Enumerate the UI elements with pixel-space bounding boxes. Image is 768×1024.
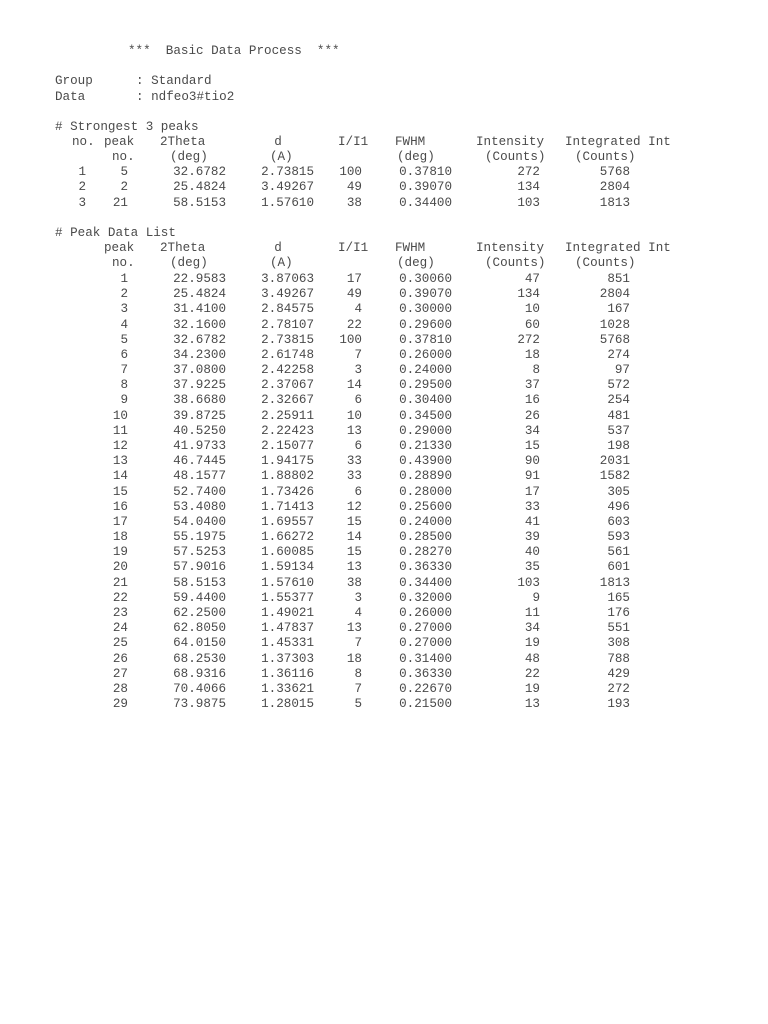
cell-integrated: 551: [607, 621, 630, 635]
cell-d: 1.94175: [261, 454, 314, 468]
cell-d: 3.49267: [261, 287, 314, 301]
cell-fwhm: 0.39070: [399, 180, 452, 194]
cell-2theta: 53.4080: [173, 500, 226, 514]
peak-row: [0, 439, 768, 454]
cell-fwhm: 0.34400: [399, 576, 452, 590]
cell-2theta: 38.6680: [173, 393, 226, 407]
cell-i-i1: 38: [346, 196, 362, 210]
cell-intensity: 37: [524, 378, 540, 392]
cell-fwhm: 0.28500: [399, 530, 452, 544]
col-header-fwhm: FWHM: [395, 241, 426, 255]
cell-no: 3: [78, 196, 86, 210]
cell-d: 2.37067: [261, 378, 314, 392]
group-label: Group: [55, 74, 93, 88]
cell-i-i1: 3: [354, 591, 362, 605]
cell-peak: 9: [120, 393, 128, 407]
cell-d: 2.22423: [261, 424, 314, 438]
cell-i-i1: 5: [354, 697, 362, 711]
cell-d: 2.73815: [261, 165, 314, 179]
cell-2theta: 37.9225: [173, 378, 226, 392]
cell-i-i1: 17: [346, 272, 362, 286]
cell-i-i1: 6: [354, 439, 362, 453]
cell-i-i1: 12: [346, 500, 362, 514]
peak-row: [0, 469, 768, 484]
cell-2theta: 58.5153: [173, 576, 226, 590]
cell-peak: 1: [120, 272, 128, 286]
cell-intensity: 60: [524, 318, 540, 332]
peak-row: [0, 287, 768, 302]
cell-intensity: 26: [524, 409, 540, 423]
cell-peak: 16: [112, 500, 128, 514]
cell-d: 2.84575: [261, 302, 314, 316]
cell-integrated: 165: [607, 591, 630, 605]
peak-row: [0, 697, 768, 712]
cell-2theta: 32.6782: [173, 165, 226, 179]
cell-2theta: 54.0400: [173, 515, 226, 529]
cell-peak: 8: [120, 378, 128, 392]
cell-intensity: 18: [524, 348, 540, 362]
cell-2theta: 37.0800: [173, 363, 226, 377]
cell-fwhm: 0.34500: [399, 409, 452, 423]
cell-intensity: 39: [524, 530, 540, 544]
data-line: [0, 90, 768, 105]
cell-i-i1: 8: [354, 667, 362, 681]
group-line: [0, 74, 768, 89]
cell-integrated: 176: [607, 606, 630, 620]
cell-2theta: 68.2530: [173, 652, 226, 666]
cell-2theta: 31.4100: [173, 302, 226, 316]
cell-i-i1: 14: [346, 378, 362, 392]
cell-integrated: 2031: [599, 454, 630, 468]
cell-intensity: 33: [524, 500, 540, 514]
peak-row: [0, 409, 768, 424]
cell-fwhm: 0.29000: [399, 424, 452, 438]
cell-2theta: 73.9875: [173, 697, 226, 711]
peak-list-heading: # Peak Data List: [55, 226, 176, 240]
cell-intensity: 134: [517, 180, 540, 194]
cell-intensity: 272: [517, 165, 540, 179]
cell-2theta: 32.6782: [173, 333, 226, 347]
cell-fwhm: 0.24000: [399, 363, 452, 377]
peak-row: [0, 545, 768, 560]
col-unit-integrated: (Counts): [575, 256, 636, 270]
cell-fwhm: 0.25600: [399, 500, 452, 514]
cell-peak: 11: [112, 424, 128, 438]
cell-i-i1: 33: [346, 469, 362, 483]
col-unit-fwhm: (deg): [397, 256, 435, 270]
cell-integrated: 788: [607, 652, 630, 666]
cell-intensity: 47: [524, 272, 540, 286]
cell-d: 1.69557: [261, 515, 314, 529]
cell-i-i1: 13: [346, 621, 362, 635]
col-unit-peak-no: no.: [112, 256, 135, 270]
col-unit-fwhm: (deg): [397, 150, 435, 164]
cell-peak: 27: [112, 667, 128, 681]
cell-fwhm: 0.30060: [399, 272, 452, 286]
data-value: : ndfeo3#tio2: [136, 90, 235, 104]
cell-2theta: 68.9316: [173, 667, 226, 681]
cell-fwhm: 0.27000: [399, 621, 452, 635]
cell-integrated: 561: [607, 545, 630, 559]
peak-row: [0, 652, 768, 667]
cell-fwhm: 0.24000: [399, 515, 452, 529]
cell-intensity: 40: [524, 545, 540, 559]
cell-2theta: 48.1577: [173, 469, 226, 483]
peak-row: [0, 500, 768, 515]
cell-2theta: 46.7445: [173, 454, 226, 468]
cell-peak: 2: [120, 287, 128, 301]
cell-intensity: 35: [524, 560, 540, 574]
cell-2theta: 57.5253: [173, 545, 226, 559]
cell-i-i1: 18: [346, 652, 362, 666]
cell-integrated: 1028: [599, 318, 630, 332]
cell-d: 2.78107: [261, 318, 314, 332]
cell-2theta: 59.4400: [173, 591, 226, 605]
cell-no: 2: [78, 180, 86, 194]
col-unit-peak-no: no.: [112, 150, 135, 164]
cell-d: 2.73815: [261, 333, 314, 347]
cell-integrated: 2804: [599, 287, 630, 301]
cell-integrated: 496: [607, 500, 630, 514]
cell-fwhm: 0.29600: [399, 318, 452, 332]
cell-fwhm: 0.29500: [399, 378, 452, 392]
cell-peak: 4: [120, 318, 128, 332]
cell-fwhm: 0.22670: [399, 682, 452, 696]
cell-fwhm: 0.26000: [399, 348, 452, 362]
cell-intensity: 91: [524, 469, 540, 483]
peak-row: [0, 667, 768, 682]
cell-peak: 22: [112, 591, 128, 605]
col-unit-d: (A): [270, 150, 293, 164]
cell-i-i1: 6: [354, 485, 362, 499]
cell-peak: 13: [112, 454, 128, 468]
cell-intensity: 16: [524, 393, 540, 407]
cell-intensity: 103: [517, 576, 540, 590]
cell-i-i1: 6: [354, 393, 362, 407]
cell-i-i1: 49: [346, 180, 362, 194]
cell-2theta: 62.8050: [173, 621, 226, 635]
cell-integrated: 1582: [599, 469, 630, 483]
cell-integrated: 537: [607, 424, 630, 438]
cell-peak: 26: [112, 652, 128, 666]
cell-2theta: 64.0150: [173, 636, 226, 650]
col-header-2theta: 2Theta: [160, 241, 206, 255]
peak-row: [0, 530, 768, 545]
cell-i-i1: 33: [346, 454, 362, 468]
cell-intensity: 34: [524, 424, 540, 438]
cell-2theta: 39.8725: [173, 409, 226, 423]
peak-row: [0, 636, 768, 651]
cell-i-i1: 10: [346, 409, 362, 423]
cell-integrated: 254: [607, 393, 630, 407]
col-unit-integrated: (Counts): [575, 150, 636, 164]
cell-2theta: 41.9733: [173, 439, 226, 453]
cell-i-i1: 100: [339, 165, 362, 179]
strongest-row: [0, 180, 768, 195]
col-header-i-i1: I/I1: [338, 135, 369, 149]
cell-i-i1: 38: [346, 576, 362, 590]
col-header-integrated: Integrated Int: [565, 135, 671, 149]
col-header-intensity: Intensity: [476, 241, 545, 255]
cell-i-i1: 7: [354, 348, 362, 362]
cell-2theta: 70.4066: [173, 682, 226, 696]
cell-d: 2.25911: [261, 409, 314, 423]
cell-peak: 3: [120, 302, 128, 316]
cell-intensity: 34: [524, 621, 540, 635]
cell-fwhm: 0.37810: [399, 333, 452, 347]
cell-i-i1: 15: [346, 545, 362, 559]
cell-intensity: 10: [524, 302, 540, 316]
cell-intensity: 15: [524, 439, 540, 453]
cell-integrated: 572: [607, 378, 630, 392]
cell-fwhm: 0.28270: [399, 545, 452, 559]
cell-intensity: 11: [524, 606, 540, 620]
cell-peak: 10: [112, 409, 128, 423]
peak-list-header-row-2: [0, 256, 768, 271]
peak-row: [0, 621, 768, 636]
cell-fwhm: 0.30400: [399, 393, 452, 407]
cell-d: 1.37303: [261, 652, 314, 666]
peak-row: [0, 424, 768, 439]
cell-integrated: 593: [607, 530, 630, 544]
peak-row: [0, 682, 768, 697]
cell-peak: 12: [112, 439, 128, 453]
col-header-peak: peak: [104, 241, 135, 255]
cell-d: 1.45331: [261, 636, 314, 650]
peak-row: [0, 318, 768, 333]
cell-i-i1: 3: [354, 363, 362, 377]
cell-integrated: 429: [607, 667, 630, 681]
col-header-i-i1: I/I1: [338, 241, 369, 255]
peak-row: [0, 606, 768, 621]
cell-d: 1.57610: [261, 196, 314, 210]
cell-d: 1.60085: [261, 545, 314, 559]
cell-2theta: 32.1600: [173, 318, 226, 332]
cell-d: 1.28015: [261, 697, 314, 711]
cell-i-i1: 7: [354, 682, 362, 696]
cell-i-i1: 15: [346, 515, 362, 529]
cell-peak: 17: [112, 515, 128, 529]
cell-d: 3.49267: [261, 180, 314, 194]
cell-intensity: 103: [517, 196, 540, 210]
col-header-d: d: [274, 241, 282, 255]
cell-integrated: 274: [607, 348, 630, 362]
cell-intensity: 48: [524, 652, 540, 666]
cell-fwhm: 0.30000: [399, 302, 452, 316]
cell-2theta: 34.2300: [173, 348, 226, 362]
col-unit-intensity: (Counts): [485, 150, 546, 164]
cell-d: 1.36116: [261, 667, 314, 681]
peak-row: [0, 591, 768, 606]
cell-d: 3.87063: [261, 272, 314, 286]
cell-i-i1: 22: [346, 318, 362, 332]
col-header-peak: peak: [104, 135, 135, 149]
cell-fwhm: 0.37810: [399, 165, 452, 179]
cell-d: 1.66272: [261, 530, 314, 544]
cell-intensity: 134: [517, 287, 540, 301]
col-unit-2theta: (deg): [170, 256, 208, 270]
cell-intensity: 90: [524, 454, 540, 468]
cell-intensity: 19: [524, 682, 540, 696]
peak-list-header-row-1: [0, 241, 768, 256]
cell-d: 1.33621: [261, 682, 314, 696]
cell-d: 1.55377: [261, 591, 314, 605]
col-header-no: no.: [72, 135, 95, 149]
cell-d: 2.15077: [261, 439, 314, 453]
cell-peak: 28: [112, 682, 128, 696]
col-header-fwhm: FWHM: [395, 135, 426, 149]
strongest-row: [0, 196, 768, 211]
cell-d: 2.61748: [261, 348, 314, 362]
col-header-intensity: Intensity: [476, 135, 545, 149]
data-label: Data: [55, 90, 86, 104]
cell-2theta: 62.2500: [173, 606, 226, 620]
cell-fwhm: 0.43900: [399, 454, 452, 468]
cell-peak: 20: [112, 560, 128, 574]
cell-intensity: 13: [524, 697, 540, 711]
cell-peak: 29: [112, 697, 128, 711]
cell-fwhm: 0.39070: [399, 287, 452, 301]
cell-integrated: 2804: [599, 180, 630, 194]
cell-d: 2.42258: [261, 363, 314, 377]
cell-d: 1.47837: [261, 621, 314, 635]
report-title: *** Basic Data Process ***: [128, 44, 340, 58]
peak-row: [0, 272, 768, 287]
cell-intensity: 272: [517, 333, 540, 347]
cell-2theta: 57.9016: [173, 560, 226, 574]
cell-integrated: 1813: [599, 196, 630, 210]
cell-integrated: 193: [607, 697, 630, 711]
cell-integrated: 308: [607, 636, 630, 650]
cell-intensity: 8: [532, 363, 540, 377]
cell-i-i1: 49: [346, 287, 362, 301]
cell-i-i1: 4: [354, 302, 362, 316]
cell-integrated: 305: [607, 485, 630, 499]
cell-intensity: 17: [524, 485, 540, 499]
strongest-header-row-1: [0, 135, 768, 150]
cell-fwhm: 0.27000: [399, 636, 452, 650]
cell-intensity: 41: [524, 515, 540, 529]
cell-fwhm: 0.21330: [399, 439, 452, 453]
peak-row: [0, 560, 768, 575]
cell-intensity: 19: [524, 636, 540, 650]
cell-fwhm: 0.21500: [399, 697, 452, 711]
cell-peak: 14: [112, 469, 128, 483]
cell-integrated: 272: [607, 682, 630, 696]
cell-d: 1.73426: [261, 485, 314, 499]
cell-d: 1.49021: [261, 606, 314, 620]
cell-integrated: 851: [607, 272, 630, 286]
cell-no: 1: [78, 165, 86, 179]
cell-intensity: 9: [532, 591, 540, 605]
col-unit-d: (A): [270, 256, 293, 270]
cell-peak: 21: [112, 576, 128, 590]
cell-integrated: 603: [607, 515, 630, 529]
cell-integrated: 1813: [599, 576, 630, 590]
cell-fwhm: 0.28000: [399, 485, 452, 499]
cell-integrated: 481: [607, 409, 630, 423]
peak-row: [0, 348, 768, 363]
peak-row: [0, 485, 768, 500]
cell-d: 1.57610: [261, 576, 314, 590]
cell-fwhm: 0.34400: [399, 196, 452, 210]
cell-peak: 6: [120, 348, 128, 362]
cell-2theta: 25.4824: [173, 287, 226, 301]
cell-intensity: 22: [524, 667, 540, 681]
col-header-d: d: [274, 135, 282, 149]
strongest-header-row-2: [0, 150, 768, 165]
cell-peak: 24: [112, 621, 128, 635]
cell-peak: 15: [112, 485, 128, 499]
cell-peak: 19: [112, 545, 128, 559]
col-unit-intensity: (Counts): [485, 256, 546, 270]
cell-i-i1: 13: [346, 424, 362, 438]
peak-row: [0, 333, 768, 348]
cell-i-i1: 100: [339, 333, 362, 347]
cell-fwhm: 0.31400: [399, 652, 452, 666]
cell-d: 1.88802: [261, 469, 314, 483]
cell-2theta: 22.9583: [173, 272, 226, 286]
cell-peak: 21: [112, 196, 128, 210]
cell-integrated: 5768: [599, 165, 630, 179]
cell-peak: 23: [112, 606, 128, 620]
strongest-row: [0, 165, 768, 180]
cell-i-i1: 14: [346, 530, 362, 544]
strongest-heading: # Strongest 3 peaks: [55, 120, 199, 134]
peak-row: [0, 302, 768, 317]
cell-fwhm: 0.28890: [399, 469, 452, 483]
cell-peak: 2: [120, 180, 128, 194]
cell-integrated: 97: [614, 363, 630, 377]
cell-peak: 7: [120, 363, 128, 377]
peak-row: [0, 515, 768, 530]
cell-2theta: 52.7400: [173, 485, 226, 499]
cell-fwhm: 0.36330: [399, 667, 452, 681]
cell-integrated: 198: [607, 439, 630, 453]
col-header-2theta: 2Theta: [160, 135, 206, 149]
cell-2theta: 55.1975: [173, 530, 226, 544]
cell-i-i1: 7: [354, 636, 362, 650]
cell-i-i1: 4: [354, 606, 362, 620]
peak-row: [0, 378, 768, 393]
cell-2theta: 58.5153: [173, 196, 226, 210]
cell-2theta: 40.5250: [173, 424, 226, 438]
cell-peak: 5: [120, 333, 128, 347]
cell-d: 2.32667: [261, 393, 314, 407]
col-unit-2theta: (deg): [170, 150, 208, 164]
cell-fwhm: 0.32000: [399, 591, 452, 605]
cell-peak: 5: [120, 165, 128, 179]
cell-peak: 25: [112, 636, 128, 650]
cell-fwhm: 0.26000: [399, 606, 452, 620]
cell-i-i1: 13: [346, 560, 362, 574]
cell-d: 1.71413: [261, 500, 314, 514]
cell-peak: 18: [112, 530, 128, 544]
cell-d: 1.59134: [261, 560, 314, 574]
peak-row: [0, 393, 768, 408]
cell-fwhm: 0.36330: [399, 560, 452, 574]
cell-2theta: 25.4824: [173, 180, 226, 194]
group-value: : Standard: [136, 74, 212, 88]
cell-integrated: 601: [607, 560, 630, 574]
peak-row: [0, 454, 768, 469]
peak-row: [0, 576, 768, 591]
peak-row: [0, 363, 768, 378]
col-header-integrated: Integrated Int: [565, 241, 671, 255]
cell-integrated: 167: [607, 302, 630, 316]
cell-integrated: 5768: [599, 333, 630, 347]
